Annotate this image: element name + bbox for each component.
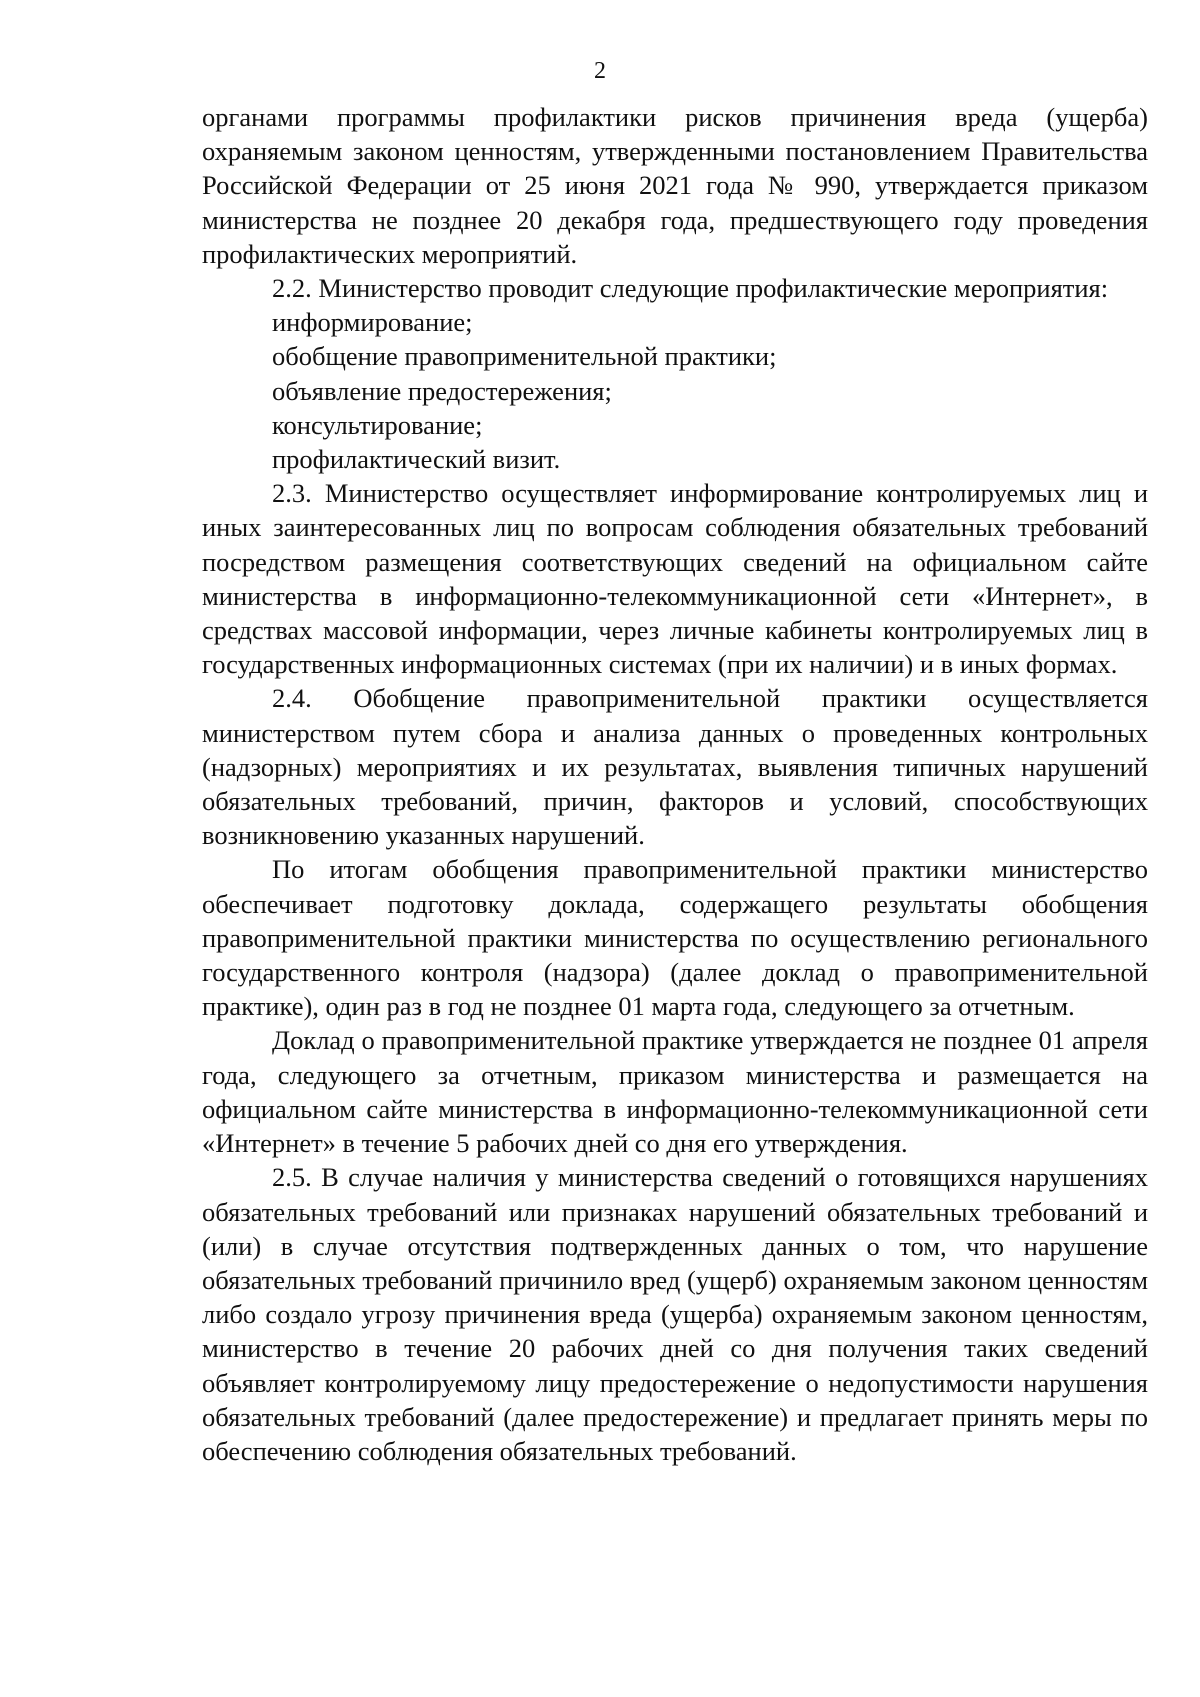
- list-item: профилактический визит.: [272, 444, 561, 475]
- list-item: информирование;: [272, 307, 473, 338]
- list-item: консультирование;: [272, 409, 483, 440]
- paragraph-report-preparation: По итогам обобщения правоприменительной практики министерство обеспечивает подготовку доклада, содержащего результаты обобщения правоприменительной практики министерства по осуществлению регионального государственного контроля (надзора) (далее доклад о правоприменительной практике), один раз в год не позднее 01 марта года, следующего за отчетным.: [202, 854, 1148, 1022]
- paragraph-continuation: органами программы профилактики рисков причинения вреда (ущерба) охраняемым законом ценностям, утвержденными постановлением Правительства Российской Федерации от 25 июня 2021 года № 990, утверждается приказом министерства не позднее 20 декабря года, предшествующего году проведения профилактических мероприятий.: [202, 102, 1148, 269]
- paragraph-2-5: 2.5. В случае наличия у министерства сведений о готовящихся нарушениях обязательных требований или признаках нарушений обязательных требований и (или) в случае отсутствия подтвержденных данных о том, что нарушение обязательных требований причинило вред (ущерб) охраняемым законом ценностям либо создало угрозу причинения вреда (ущерба) охраняемым законом ценностям, министерство в течение 20 рабочих дней со дня получения таких сведений объявляет контролируемому лицу предостережение о недопустимости нарушения обязательных требований (далее предостережение) и предлагает принять меры по обеспечению соблюдения обязательных требований.: [202, 1162, 1148, 1466]
- document-body: [202, 100, 1148, 1468]
- paragraph-2-3: 2.3. Министерство осуществляет информирование контролируемых лиц и иных заинтересованных лиц по вопросам соблюдения обязательных требований посредством размещения соответствующих сведений на официальном сайте министерства в информационно-телекоммуникационной сети «Интернет», в средствах массовой информации, через личные кабинеты контролируемых лиц в государственных информационных системах (при их наличии) и в иных формах.: [202, 478, 1148, 680]
- list-item: объявление предостережения;: [272, 375, 612, 406]
- list-item: обобщение правоприменительной практики;: [272, 341, 777, 372]
- paragraph-2-4: 2.4. Обобщение правоприменительной практики осуществляется министерством путем сбора и анализа данных о проведенных контрольных (надзорных) мероприятиях и их результатах, выявления типичных нарушений обязательных требований, причин, факторов и условий, способствующих возникновению указанных нарушений.: [202, 683, 1148, 851]
- page-number: 2: [594, 58, 606, 84]
- paragraph-2-2: 2.2. Министерство проводит следующие профилактические мероприятия:: [272, 273, 1109, 304]
- paragraph-report-approval: Доклад о правоприменительной практике утверждается не позднее 01 апреля года, следующего за отчетным, приказом министерства и размещается на официальном сайте министерства в информационно-телекоммуникационной сети «Интернет» в течение 5 рабочих дней со дня его утверждения.: [202, 1025, 1148, 1159]
